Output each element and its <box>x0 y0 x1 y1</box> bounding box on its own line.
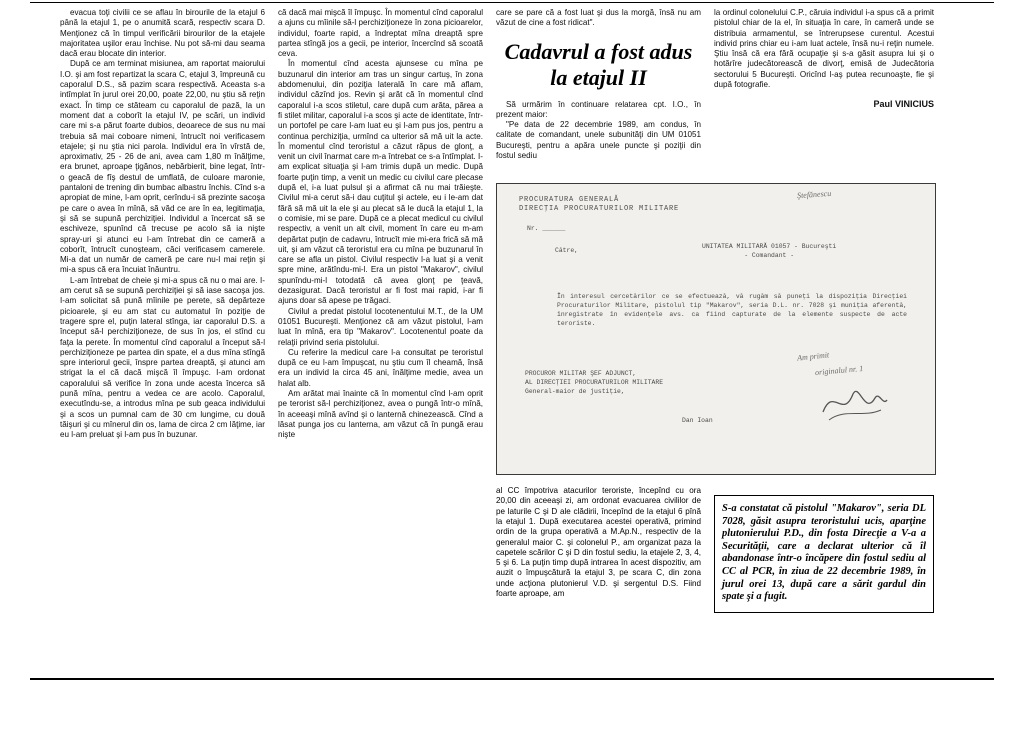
text-column-1 <box>60 8 265 440</box>
paragraph: că dacă mai mişcă îl împuşc. În momentul cînd caporalul a ajuns cu mîinile să-l perchiziţioneze în zona picioarelor, individul, foarte rapid, a îndreptat mîna dreaptă spre partea stîngă jos a gecii, pe interior, încercînd să scoată ceva. <box>278 8 483 59</box>
handwriting-annotation-1: Ştefănescu <box>796 188 832 201</box>
paragraph: Cu referire la medicul care l-a consultat pe teroristul după ce eu l-am împuşcat, nu ştiu cum îl cheamă, însă era un individ la circa 45 ani, înălţime medie, avea un halat alb. <box>278 347 483 388</box>
lead-paragraph: Să urmărim în continuare relatarea cpt. I.O., în prezent maior: <box>496 99 701 119</box>
signature-stamp-icon <box>819 380 889 426</box>
facsimile-body: În interesul cercetărilor ce se efectuează, vă rugăm să puneţi la dispoziţia Direcţiei Procuraturilor Militare, pistolul tip "Makarov", seria D.L. nr. 7028 şi muniţia aferentă, înregistrate în evidenţele avs. ca fiind capturate de la elemente suspecte de acte teroriste. <box>557 293 907 327</box>
bottom-divider <box>30 678 994 680</box>
facsimile-nr: Nr. ______ <box>527 225 566 232</box>
handwriting-annotation-3: originalul nr. 1 <box>814 363 864 378</box>
paragraph: După ce am terminat misiunea, am raportat maiorului I.O. şi am fost repartizat la scara C, etajul 3, împreună cu caporalul D.S., să pazim scara respectivă. Aceasta s-a intîmplat în jurul orei 20,00, poate 22,00, nu ştiu să reţin exact. În timp ce stăteam cu caporalul de pază, la un moment dat a coborît la etajul IV, pe scări, un individ care mi s-a părut foarte dubios, deoarece de sus nu mai trebuia să mai coboare nimeni, întrucît noi verificasem etajele; şi nu ştia nici parola. Individul era în vîrstă de, aproximativ, 25 - 26 de ani, avea cam 1,80 m înălţime, era brunet, aproape ţigănos, nebărbierit, bine legat, într-o geacă de fîş destul de umflată, de culoare maronie, pantaloni de trening din bumbac albastru închis. Cînd s-a apropiat de mine, l-am oprit, cerîndu-i să prezinte sacoşa pe care o avea în mînă, să văd ce are în ea, legitimaţia, şi să se supună perchiziţiei. Individul a încercat să se eschiveze, spunînd că trecuse pe acolo să ia nişte spray-uri şi atunci eu l-am întrebat din ce cameră a coborît, întrucît cunoşteam, căci verificasem camerele. Mi-a dat un număr de cameră pe care nu-l mai reţin şi mi-a spus că era încuiat înăuntru. <box>60 59 265 275</box>
facsimile-signature-line-3: General-maior de justiţie, <box>525 388 625 395</box>
facsimile-signature-block <box>525 369 785 396</box>
facsimile-header-line-1: PROCURATURA GENERALĂ <box>519 196 620 204</box>
article-columns <box>30 8 994 668</box>
text-column-3-lower <box>496 478 701 607</box>
facsimile-document <box>496 183 936 475</box>
text-column-4 <box>714 8 934 118</box>
page-title: Cadavrul a fost adus la etajul II <box>504 38 693 90</box>
paragraph: al CC împotriva atacurilor teroriste, începînd cu ora 20,00 din aceeaşi zi, am ordonat evacuarea civililor de pe laturile C şi D ale clădirii, începînd de la etajul 6 pînă la etajul 1. După executarea acestei operativă, primind ordin de la grupa operativă a M.Ap.N., respectiv de la generalul maior C. şi colonelul P., am organizat paza la capetele scărilor C şi D din fostul sediu, la etajele 2, 3, 4, 5 şi 6. La puţin timp după intrarea în acest dispozitiv, am auzit o împuşcătură la etajul 3, pe scara C, din zona unde acţiona plutonierul V.D. şi sergentul D.S. Fiind foarte aproape, am <box>496 486 701 599</box>
paragraph: L-am întrebat de cheie şi mi-a spus că nu o mai are. I-am cerut să se supună perchiziţiei şi să iase sacoşa jos. I-am solicitat să pună mîinile pe perete, să depărteze picioarele, şi eu am stat cu automatul în poziţie de tragere spre el, puţin lateral stînga, iar caporalul D.S. a început să-l perchiziţioneze, de sus în jos, el stînd cu faţa la perete. În momentul cînd caporalul a început să-l perchiziţioneze pe partea din spate, el a dus mîna stîngă spre interiorul gecii, înspre partea dreaptă, şi atunci am strigat la el că dacă mişcă îl împuşc. I-am ordonat caporalului să verifice în zona unde acesta încerca să pună mîna, pentru a vedea ce are acolo. Caporalul, executîndu-se, a introdus mîna pe sub geaca individului şi a scos un pumnal cam de 30 cm lungime, cu două tăişuri şi cu mînerul din os, lama de circa 2 cm lăţime, iar eu l-am preluat şi l-am pus în buzunar. <box>60 275 265 440</box>
text-column-3 <box>496 8 701 161</box>
pull-quote-box <box>714 495 934 613</box>
facsimile-unit-line-1: UNITATEA MILITARĂ 01057 - Bucureşti <box>702 243 837 250</box>
facsimile-signature-line-1: PROCUROR MILITAR ŞEF ADJUNCT, <box>525 370 637 377</box>
paragraph: la ordinul colonelului C.P., căruia individul i-a spus că a primit pistolul chiar de la el, în situaţia în care, în cameră unde se distribuia armamentul, se întrerupsese curentul. Acestui individ prins chiar eu i-am luat actele, însă nu-i reţin numele. Ştiu însă că era fără ocupaţie şi s-a găsit asupra lui şi o hotărîre judecătorească de divorţ, emisă de Judecătoria sectorului 5 Bucureşti. Oricînd l-aş putea recunoaşte, fie şi după fotografie. <box>714 8 934 90</box>
handwriting-annotation-2: Am primit <box>796 350 830 363</box>
facsimile-header <box>519 196 679 214</box>
facsimile-unit-line-2: - Comandant - <box>744 252 795 259</box>
paragraph: care se pare că a fost luat şi dus la morgă, însă nu am văzut de cine a fost ridicat". <box>496 8 701 28</box>
facsimile-unit <box>702 242 836 260</box>
pull-quote-text: S-a constatat că pistolul "Makarov", seria DL 7028, găsit asupra teroristului ucis, aparţine plutonierului P.D., din fosta Direcţie a V-a a Securităţii, care a declarat ulterior că îl abandonase într-o încăpere din fostul sediu al CC al PCR, în ziua de 22 decembrie 1989, în jurul orei 13, după care a sărit gardul din spate şi a fugit. <box>722 503 926 603</box>
facsimile-signature-line-2: AL DIRECŢIEI PROCURATURILOR MILITARE <box>525 379 664 386</box>
paragraph: "Pe data de 22 decembrie 1989, am condus, în calitate de comandant, unele subunităţi din UM 01051 Bucureşti, pentru a apăra unele puncte şi poziţii din fostul sediu <box>496 120 701 161</box>
facsimile-header-line-2: DIRECŢIA PROCURATURILOR MILITARE <box>519 205 680 213</box>
paragraph: În momentul cînd acesta ajunsese cu mîna pe buzunarul din interior am tras un singur cartuş, în zona abdomenului, din poziţia laterală în care mă aflam, individul căzînd jos. Revin şi arăt că în momentul cînd caporalul i-a scos stiletul, care după cum arăta, părea a fi stilet militar, caporalul i-a scos şi acte de identitate, într-un portofel pe care l-am luat eu şi l-am pus jos, pentru a continua perchiziţia, urmînd ca ulterior să mă uit la acte. În momentul cînd teroristul a căzut răpus de glonţ, a venit un civil înarmat care m-a întrebat ce s-a întîmplat. I-am explicat situaţia şi l-am trimis după un medic. După foarte puţin timp, a venit un medic cu civilul care plecase după el, i-a luat pulsul şi a afirmat că nu mai trăieşte. Civilul mi-a cerut să-i dau cuţitul şi actele, eu i le-am dat fără să mă uit la ele şi au plecat să le ducă la etajul 1, la o comisie, mi se pare. După ce a plecat medicul cu civilul respectiv, a venit un alt civil, moment în care eu m-am depărtat puţin de cadavru, întrucît mie mi-era frică să mă uit, şi am văzut că teroristul era cu mîna pe buzunarul în care se afla un pistol. Civilul respectiv l-a luat şi a venit spre mine, arătîndu-mi-l. Era un pistol "Makarov", civilul spunîndu-mi-l totodată că avea glonţ pe ţeavă, dezasigurat. Dacă teroristul ar fi fost mai rapid, i-ar fi ajuns doar să apese pe trăgaci. <box>278 59 483 306</box>
byline: Paul VINICIUS <box>873 99 934 110</box>
paragraph: Civilul a predat pistolul locotenentului M.T., de la UM 01051 Bucureşti. Menţionez că am văzut pistolul, l-am luat în mînă, era tip "Makarov". Locotenentul poate da relaţii privind seria pistolului. <box>278 306 483 347</box>
facsimile-signer-name: Dan Ioan <box>682 417 713 424</box>
text-column-2 <box>278 8 483 440</box>
facsimile-addressee-label: Către, <box>555 247 579 254</box>
top-divider <box>30 2 994 3</box>
paragraph: evacua toţi civilii ce se aflau în birourile de la etajul 6 până la etajul 1, pe o anumită scară, respectiv scara D. Menţionez că în timpul verificării birourilor de la etajele majoritatea uşilor erau închise. Nu pot să-mi dau seama dacă erau blocate din interior. <box>60 8 265 59</box>
paragraph: Am arătat mai înainte că în momentul cînd l-am oprit pe terorist să-l perchiziţionez, avea o pungă într-o mînă, în aceeaşi mînă avînd şi o lanternă chinezească. Cînd a lăsat punga jos cu lanterna, am văzut că în pungă erau nişte <box>278 388 483 440</box>
